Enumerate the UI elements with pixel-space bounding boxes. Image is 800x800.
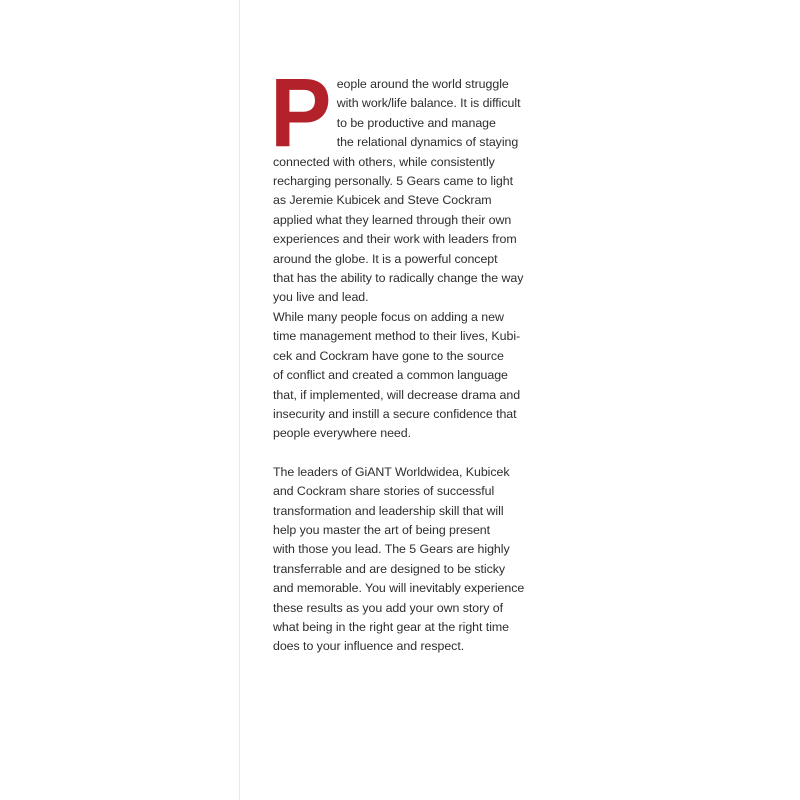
book-cover-copy (270, 58, 529, 657)
third-paragraph: The leaders of GiANT Worldwidea, Kubicek and Cockram share stories of successful transformation and leadership skill that will help you master the art of being present with those you lead. The 5 Gears are highly transferrable and are designed to be sticky and memorable. You will inevitably experience these results as you add your own story of what being in the right gear at the right time does to your influence and respect. (273, 464, 525, 654)
first-paragraph-text: eople around the world struggle with work/life balance. It is difficult to be productive and manage the relational dynamics of staying connected with others, while consistently recharging personally. 5 Gears came to light as Jeremie Kubicek and Steve Cockram applied what they learned through their own experiences and their work with leaders from around the globe. It is a powerful concept that has the ability to radically change the way you live and lead. (273, 77, 524, 305)
page-fold-line (239, 0, 240, 800)
first-paragraph (270, 58, 529, 308)
second-paragraph: While many people focus on adding a new time management method to their lives, Kubi- cek and Cockram have gone to the source of conflict and created a common language that, if implemented, will decrease drama and insecurity and instill a secure confidence that people everywhere need. (273, 309, 521, 441)
drop-cap-letter: P (270, 58, 332, 167)
book-spine-area (0, 0, 239, 800)
